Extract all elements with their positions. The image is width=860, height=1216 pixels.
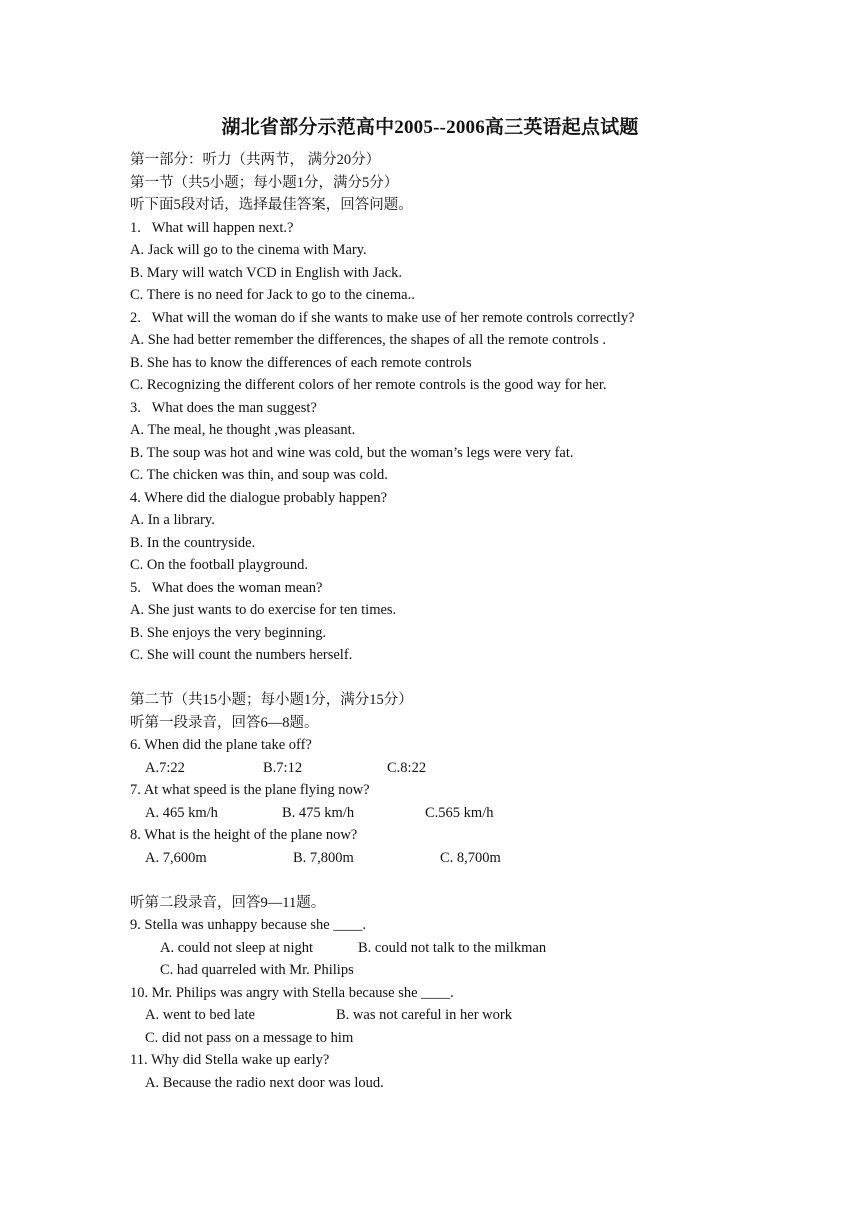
document-body: [130, 149, 810, 1094]
question-11: 11. Why did Stella wake up early?: [130, 1052, 330, 1068]
question-9-option-c: C. had quarreled with Mr. Philips: [160, 962, 354, 978]
question-9: 9. Stella was unhappy because she ____.: [130, 917, 366, 933]
question-6-option-a: A.7:22: [145, 759, 185, 776]
question-1-option-c: C. There is no need for Jack to go to the cinema..: [130, 287, 415, 303]
question-8-option-b: B. 7,800m: [293, 849, 354, 866]
question-4-option-b: B. In the countryside.: [130, 534, 256, 551]
question-2-option-b: B. She has to know the differences of each remote controls: [130, 354, 472, 371]
question-6-options: [130, 757, 810, 780]
question-2: 2. What will the woman do if she wants to make use of her remote controls correctly?: [130, 309, 635, 326]
question-4: 4. Where did the dialogue probably happen?: [130, 489, 388, 506]
question-3-option-c: C. The chicken was thin, and soup was cold.: [130, 467, 388, 483]
question-3-option-a: A. The meal, he thought ,was pleasant.: [130, 422, 356, 438]
question-5: 5. What does the woman mean?: [130, 579, 323, 596]
question-5-option-a: A. She just wants to do exercise for ten times.: [130, 602, 397, 618]
question-7: 7. At what speed is the plane flying now?: [130, 782, 370, 798]
question-10-option-c: C. did not pass on a message to him: [145, 1029, 354, 1046]
question-8-options: [130, 847, 810, 870]
question-9-option-a: A. could not sleep at night: [160, 939, 314, 956]
part-heading: 第一部分：听力（共两节， 满分20分）: [130, 152, 381, 168]
question-10-option-a: A. went to bed late: [145, 1007, 255, 1023]
question-6-option-b: B.7:12: [263, 759, 303, 776]
question-8-option-a: A. 7,600m: [145, 849, 207, 866]
question-2-option-a: A. She had better remember the differences, the shapes of all the remote controls .: [130, 332, 607, 348]
question-9-option-b: B. could not talk to the milkman: [358, 939, 547, 956]
instruction-text: 听第二段录音，回答9—11题。: [130, 894, 326, 911]
blank-line: [130, 869, 810, 892]
question-3: 3. What does the man suggest?: [130, 399, 317, 416]
question-1-option-b: B. Mary will watch VCD in English with Jack.: [130, 264, 402, 281]
section-heading: 第一节（共5小题；每小题1分，满分5分）: [130, 174, 399, 191]
blank-line: [130, 667, 810, 690]
question-11-option-a: A. Because the radio next door was loud.: [145, 1074, 384, 1091]
question-3-option-b: B. The soup was hot and wine was cold, but the woman’s legs were very fat.: [130, 444, 574, 461]
question-7-options: [130, 802, 810, 825]
question-5-option-b: B. She enjoys the very beginning.: [130, 624, 327, 641]
question-7-option-b: B. 475 km/h: [282, 804, 355, 821]
question-7-option-a: A. 465 km/h: [145, 804, 218, 821]
question-6: 6. When did the plane take off?: [130, 737, 312, 753]
question-8-option-c: C. 8,700m: [440, 849, 501, 866]
question-1-option-a: A. Jack will go to the cinema with Mary.: [130, 242, 367, 258]
question-7-option-c: C.565 km/h: [425, 804, 494, 821]
instruction-text: 听下面5段对话，选择最佳答案，回答问题。: [130, 197, 413, 213]
section-heading: 第二节（共15小题；每小题1分，满分15分）: [130, 692, 413, 708]
question-9-options-row-1: [130, 937, 810, 960]
question-10-option-b: B. was not careful in her work: [336, 1007, 512, 1023]
question-10: 10. Mr. Philips was angry with Stella because she ____.: [130, 984, 454, 1001]
question-10-options-row-1: [130, 1004, 810, 1027]
question-1: 1. What will happen next.?: [130, 219, 294, 236]
question-4-option-c: C. On the football playground.: [130, 557, 309, 573]
document-title: 湖北省部分示范高中2005--2006高三英语起点试题: [221, 117, 639, 138]
instruction-text: 听第一段录音，回答6—8题。: [130, 714, 319, 731]
question-2-option-c: C. Recognizing the different colors of her remote controls is the good way for her.: [130, 377, 607, 393]
question-8: 8. What is the height of the plane now?: [130, 827, 358, 843]
question-4-option-a: A. In a library.: [130, 512, 215, 528]
question-6-option-c: C.8:22: [387, 759, 427, 776]
question-5-option-c: C. She will count the numbers herself.: [130, 647, 353, 663]
